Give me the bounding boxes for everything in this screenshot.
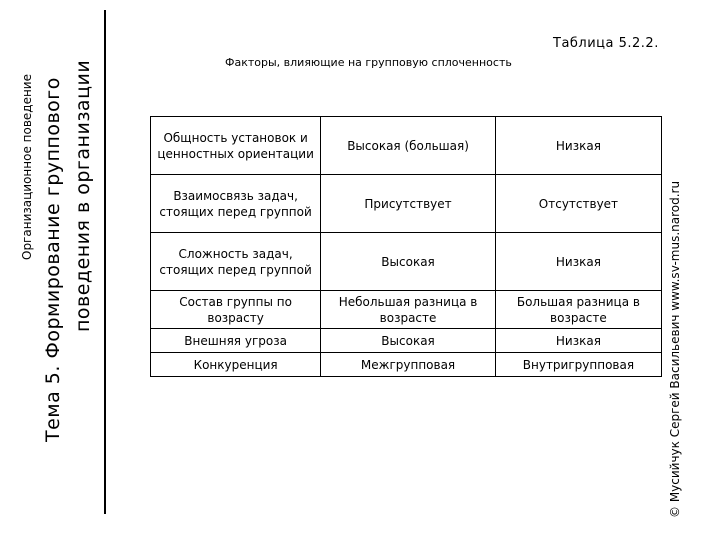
sidebar-divider — [104, 10, 106, 514]
course-title: Организационное поведение — [20, 74, 34, 260]
topic-title-line-1: Тема 5. Формирование группового — [42, 77, 64, 442]
high-cohesion-cell: Межгрупповая — [321, 353, 496, 377]
table-row — [151, 233, 662, 291]
table-caption: Факторы, влияющие на групповую сплоченность — [225, 56, 512, 69]
factors-table — [150, 116, 662, 377]
factor-cell: Внешняя угроза — [151, 329, 321, 353]
high-cohesion-cell: Небольшая разница в возрасте — [321, 291, 496, 329]
table-row — [151, 329, 662, 353]
factor-cell: Общность установок и ценностных ориентации — [151, 117, 321, 175]
low-cohesion-cell: Низкая — [495, 233, 661, 291]
high-cohesion-cell: Высокая — [321, 233, 496, 291]
factor-cell: Состав группы по возрасту — [151, 291, 321, 329]
high-cohesion-cell: Высокая — [321, 329, 496, 353]
low-cohesion-cell: Низкая — [495, 329, 661, 353]
author-credit: © Мусийчук Сергей Васильевич www.sv-mus.narod.ru — [668, 180, 682, 518]
factor-cell: Конкуренция — [151, 353, 321, 377]
table-number: Таблица 5.2.2. — [553, 36, 659, 51]
table-row — [151, 291, 662, 329]
low-cohesion-cell: Внутригрупповая — [495, 353, 661, 377]
low-cohesion-cell: Большая разница в возрасте — [495, 291, 661, 329]
table-row — [151, 175, 662, 233]
high-cohesion-cell: Присутствует — [321, 175, 496, 233]
table-row — [151, 353, 662, 377]
topic-title-line-2: поведения в организации — [72, 59, 94, 332]
high-cohesion-cell: Высокая (большая) — [321, 117, 496, 175]
low-cohesion-cell: Отсутствует — [495, 175, 661, 233]
table-row — [151, 117, 662, 175]
factor-cell: Взаимосвязь задач, стоящих перед группой — [151, 175, 321, 233]
low-cohesion-cell: Низкая — [495, 117, 661, 175]
factor-cell: Сложность задач, стоящих перед группой — [151, 233, 321, 291]
